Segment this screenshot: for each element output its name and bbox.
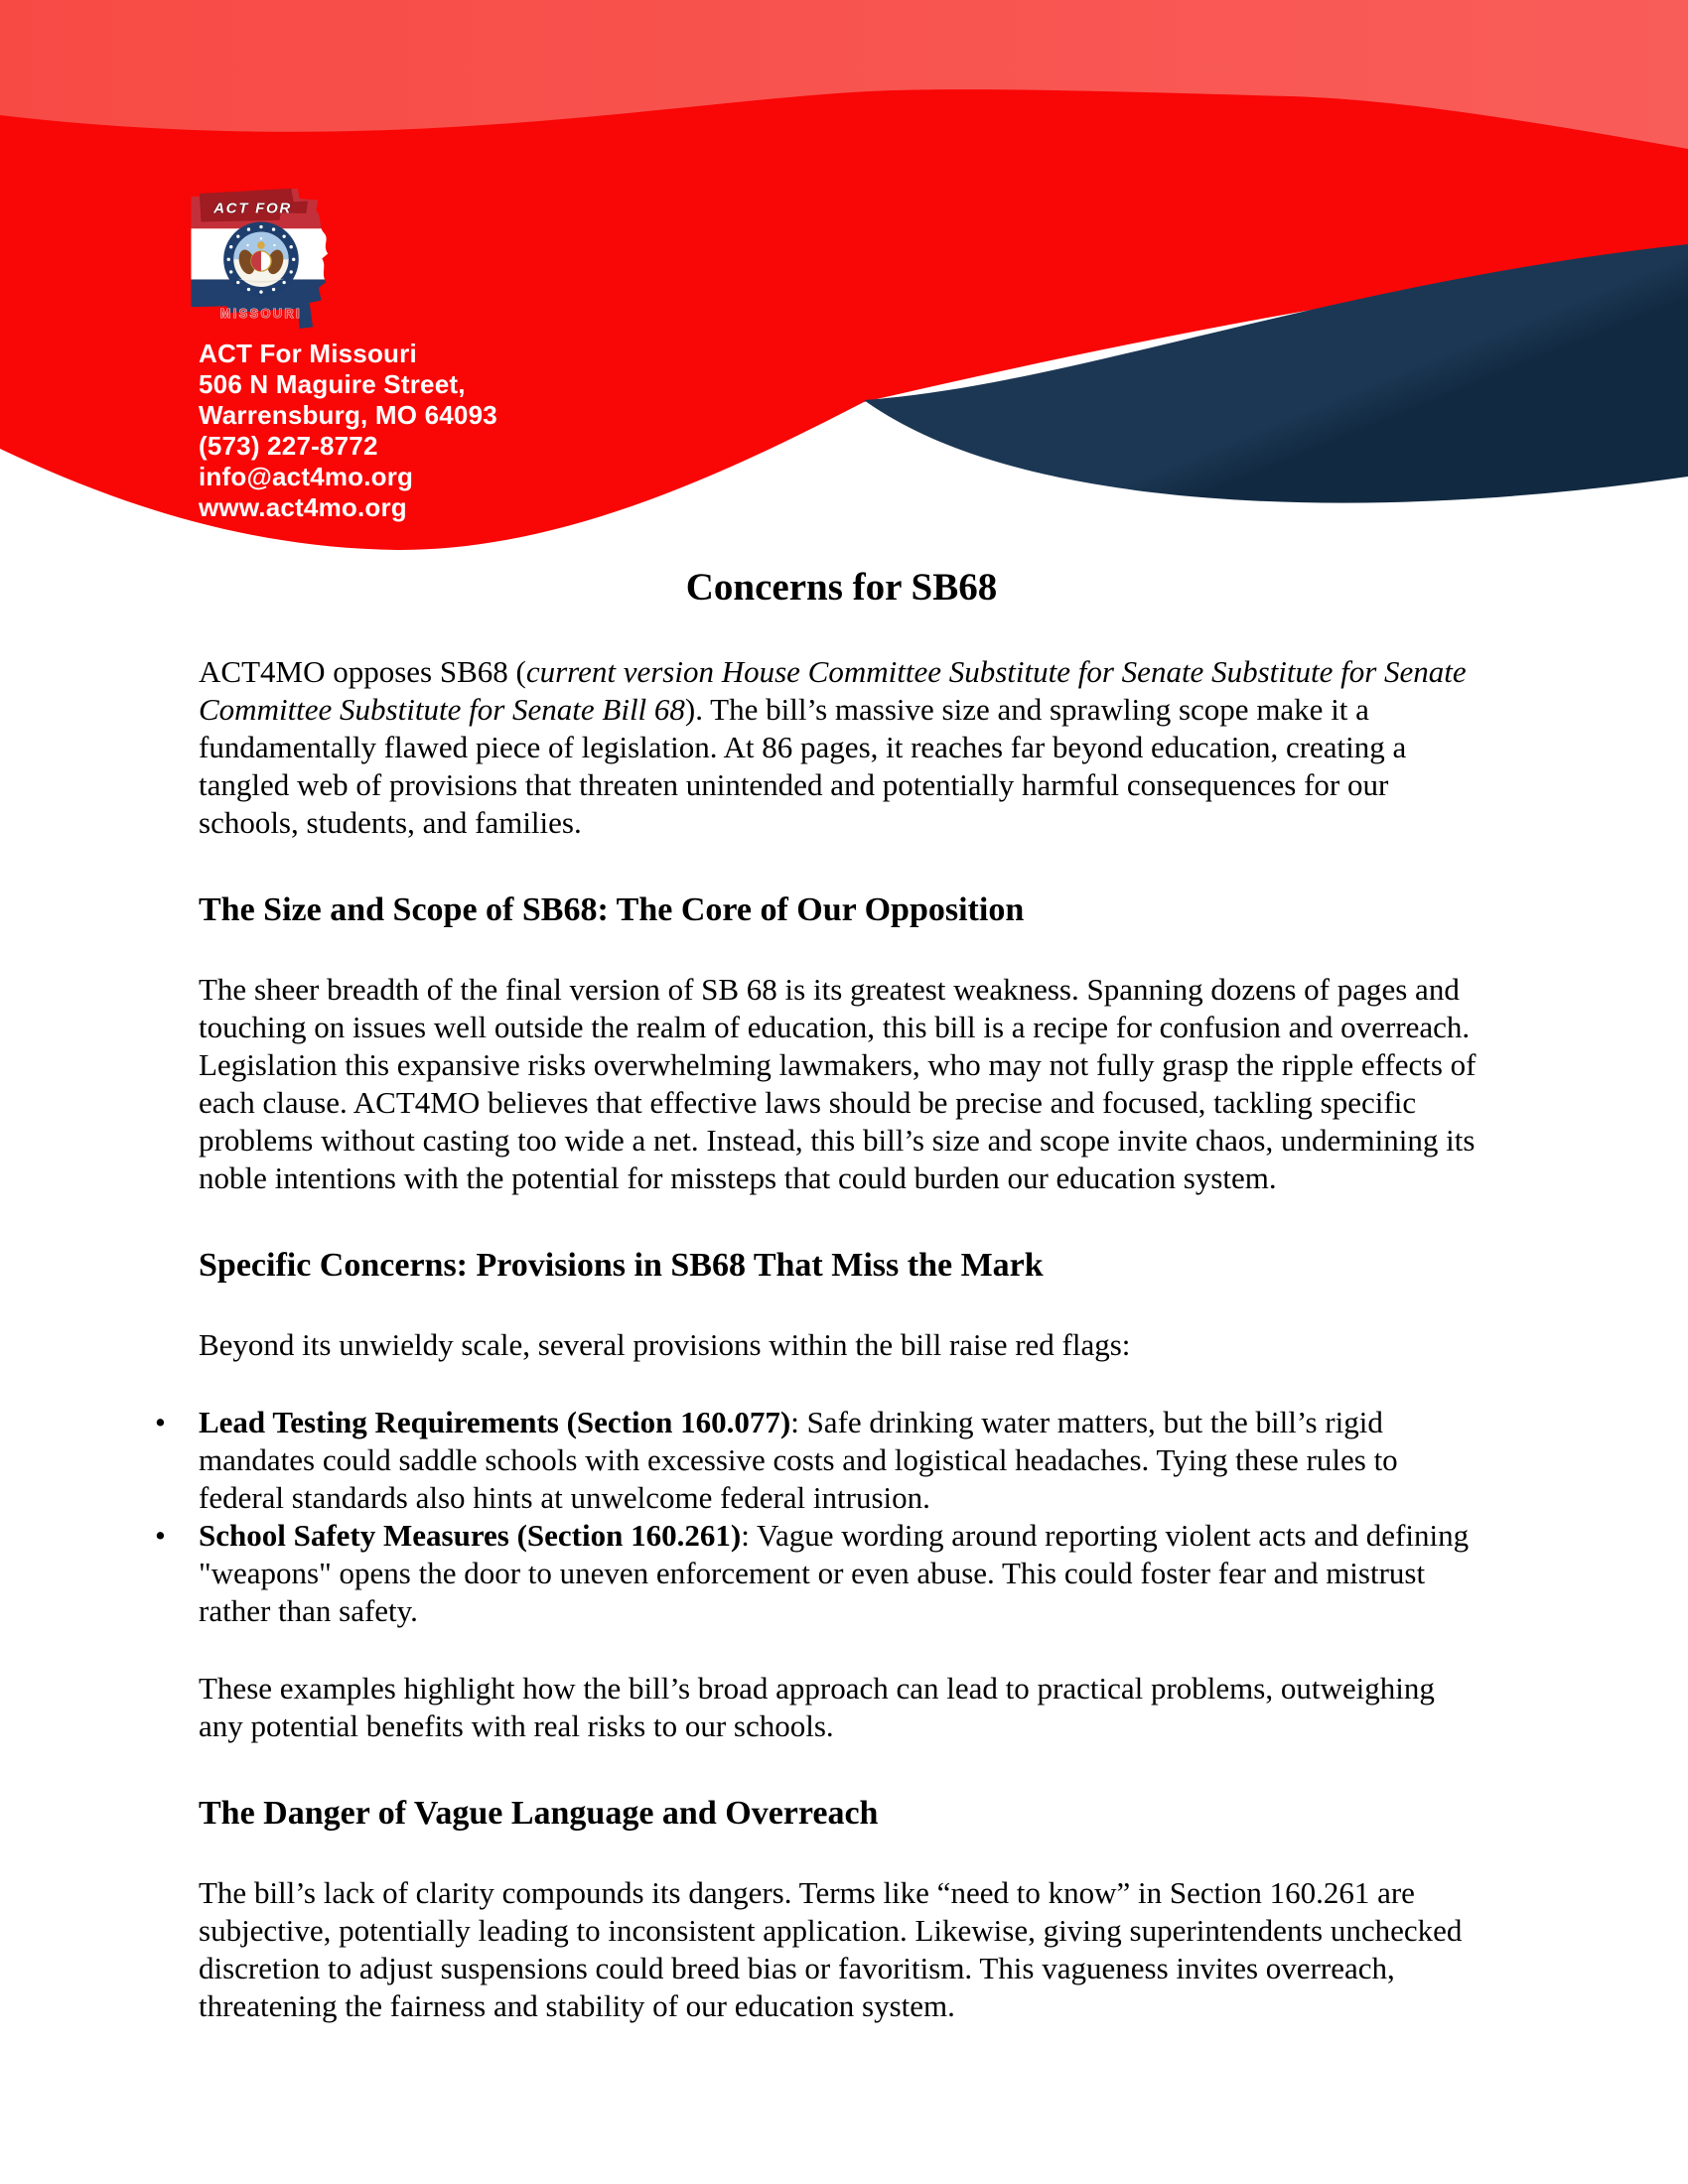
- bullet-text-lead-testing: : Safe drinking water matters, but the bill’s rigid mandates could saddle schools with excessive costs and logistical headaches. Tying these rules to federal standards also hints at unwelcome federal intrusion.: [199, 1405, 1398, 1515]
- intro-paragraph: [199, 653, 1484, 842]
- bullet-text-school-safety: : Vague wording around reporting violent acts and defining "weapons" opens the door to uneven enforcement or even abuse. This could foster fear and mistrust rather than safety.: [199, 1518, 1470, 1628]
- concerns-list: [199, 1404, 1484, 1630]
- bullet-bold-school-safety: School Safety Measures (Section 160.261): [199, 1518, 742, 1553]
- list-item-school-safety: [199, 1517, 1484, 1630]
- intro-text-post: ). The bill’s massive size and sprawling scope make it a fundamentally flawed piece of legislation. At 86 pages, it reaches far beyond education, creating a tangled web of provisions that threaten unintended and potentially harmful consequences for our schools, students, and families.: [199, 692, 1407, 840]
- section-heading-size-scope: The Size and Scope of SB68: The Core of Our Opposition: [199, 891, 1025, 928]
- logo-act-for-text: ACT FOR: [213, 200, 293, 217]
- bullet-bold-lead-testing: Lead Testing Requirements (Section 160.077): [199, 1405, 791, 1439]
- section-heading-vague-language: The Danger of Vague Language and Overreach: [199, 1795, 879, 1832]
- page-title: Concerns for SB68: [685, 566, 998, 609]
- org-name: ACT For Missouri: [199, 339, 417, 368]
- logo-missouri-text: MISSOURI: [219, 307, 303, 322]
- examples-paragraph: These examples highlight how the bill’s broad approach can lead to practical problems, outweighing any potential benefits with real risks to our schools.: [199, 1671, 1435, 1743]
- org-street: 506 N Maguire Street,: [199, 369, 466, 399]
- intro-text-italic: current version House Committee Substitute for Senate Substitute for Senate Committee Substitute for Senate Bill 68: [199, 654, 1467, 727]
- org-phone: (573) 227-8772: [199, 431, 378, 461]
- list-item-lead-testing: [199, 1404, 1484, 1517]
- specific-concerns-lead: Beyond its unwieldy scale, several provisions within the bill raise red flags:: [199, 1327, 1131, 1362]
- org-email-link[interactable]: info@act4mo.org: [199, 462, 414, 491]
- size-scope-paragraph: The sheer breadth of the final version of SB 68 is its greatest weakness. Spanning dozens of pages and touching on issues well outside the realm of education, this bill is a recipe for confusion and overreach. Legislation this expansive risks overwhelming lawmakers, who may not fully grasp the ripple effects of each clause. ACT4MO believes that effective laws should be precise and focused, tackling specific problems without casting too wide a net. Instead, this bill’s size and scope invite chaos, undermining its noble intentions with the potential for missteps that could burden our education system.: [199, 972, 1477, 1195]
- org-city: Warrensburg, MO 64093: [199, 400, 497, 430]
- intro-text-pre: ACT4MO opposes SB68 (: [199, 654, 526, 689]
- org-website-link[interactable]: www.act4mo.org: [199, 492, 407, 522]
- section-heading-specific-concerns: Specific Concerns: Provisions in SB68 That Miss the Mark: [199, 1247, 1044, 1284]
- vague-language-paragraph: The bill’s lack of clarity compounds its dangers. Terms like “need to know” in Section 160.261 are subjective, potentially leading to inconsistent application. Likewise, giving superintendents unchecked discretion to adjust suspensions could breed bias or favoritism. This vagueness invites overreach, threatening the fairness and stability of our education system.: [199, 1875, 1463, 2023]
